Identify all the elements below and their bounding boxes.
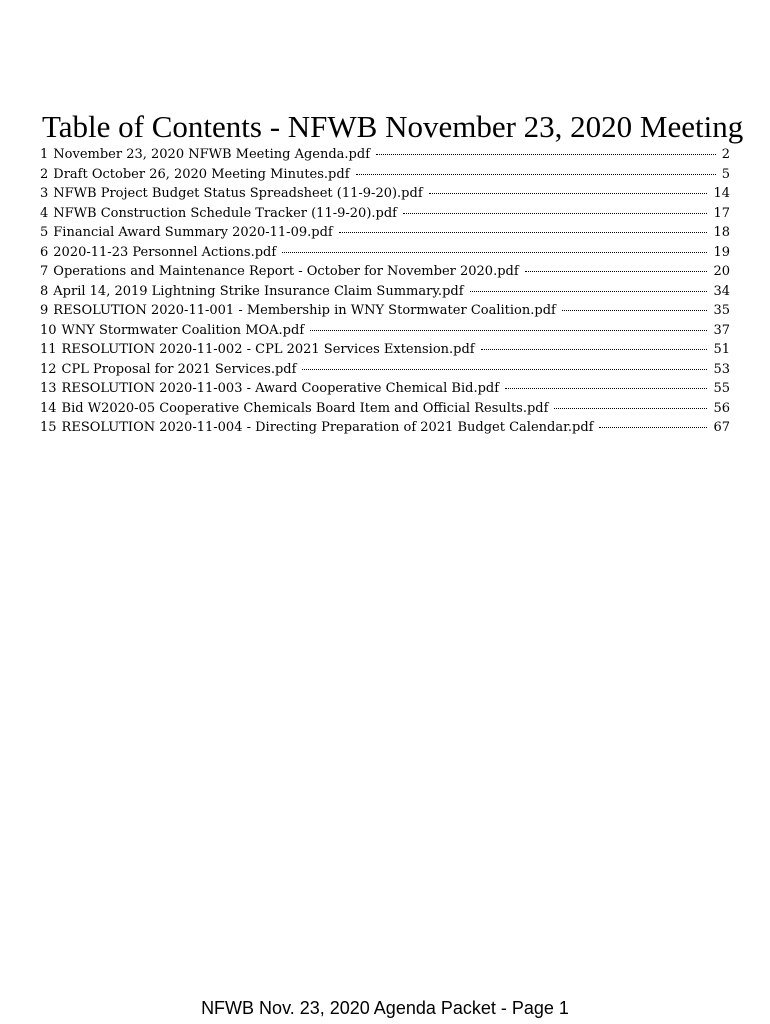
toc-entry-number: 12 [40,361,57,377]
toc-entry-title[interactable]: Bid W2020-05 Cooperative Chemicals Board Item and Official Results.pdf [61,400,549,416]
dot-leader [505,388,707,389]
toc-entry-page[interactable]: 67 [713,420,730,435]
toc-entry-number: 8 [40,283,49,299]
toc-entry-number: 7 [40,264,49,279]
toc-entry-number: 5 [40,225,49,240]
toc-entry-page[interactable]: 17 [713,205,730,221]
toc-entry-number: 11 [40,342,57,357]
dot-leader [599,427,707,428]
dot-leader [302,369,707,370]
toc-entry-title[interactable]: NFWB Project Budget Status Spreadsheet (11-9-20).pdf [53,186,423,201]
toc-entry[interactable] [40,323,730,343]
dot-leader [429,193,708,194]
toc-entry-title[interactable]: 2020-11-23 Personnel Actions.pdf [53,244,277,260]
toc-entry[interactable] [40,420,730,440]
toc-entry-page[interactable]: 53 [713,361,730,377]
toc-entry-page[interactable]: 5 [721,166,730,182]
dot-leader [562,310,708,311]
toc-entry-title[interactable]: NFWB Construction Schedule Tracker (11-9-20).pdf [53,205,397,221]
dot-leader [282,252,707,253]
toc-entry-page[interactable]: 34 [713,283,730,299]
toc-entry[interactable] [40,381,730,401]
toc-entry-title[interactable]: RESOLUTION 2020-11-001 - Membership in WNY Stormwater Coalition.pdf [53,303,556,318]
toc-entry-number: 9 [40,303,49,318]
toc-entry-number: 6 [40,244,49,260]
toc-entry[interactable] [40,186,730,206]
toc-entry[interactable] [40,264,730,284]
table-of-contents [40,147,730,440]
toc-entry-number: 10 [40,322,57,338]
toc-entry-page[interactable]: 56 [713,400,730,416]
toc-entry[interactable] [40,303,730,323]
toc-entry-title[interactable]: Financial Award Summary 2020-11-09.pdf [53,225,333,240]
toc-entry-page[interactable]: 51 [713,342,730,357]
toc-entry-title[interactable]: RESOLUTION 2020-11-003 - Award Cooperative Chemical Bid.pdf [61,381,500,396]
toc-entry[interactable] [40,245,730,265]
dot-leader [310,330,707,331]
toc-entry[interactable] [40,284,730,304]
toc-entry-number: 1 [40,147,49,162]
toc-entry-page[interactable]: 18 [713,225,730,240]
dot-leader [554,408,707,409]
toc-entry-title[interactable]: April 14, 2019 Lightning Strike Insurance Claim Summary.pdf [53,283,464,299]
toc-entry-number: 13 [40,381,57,396]
toc-entry[interactable] [40,401,730,421]
dot-leader [376,154,716,155]
toc-entry-title[interactable]: RESOLUTION 2020-11-004 - Directing Preparation of 2021 Budget Calendar.pdf [61,420,594,435]
toc-entry-page[interactable]: 14 [713,186,730,201]
toc-entry[interactable] [40,342,730,362]
dot-leader [403,213,707,214]
page-title: Table of Contents - NFWB November 23, 2020 Meeting [42,109,744,144]
toc-entry-number: 14 [40,400,57,416]
toc-entry[interactable] [40,206,730,226]
toc-entry-title[interactable]: CPL Proposal for 2021 Services.pdf [61,361,297,377]
toc-entry-number: 4 [40,205,49,221]
toc-entry[interactable] [40,225,730,245]
toc-entry-title[interactable]: Draft October 26, 2020 Meeting Minutes.pdf [53,166,350,182]
toc-entry-page[interactable]: 2 [721,147,730,162]
toc-entry-page[interactable]: 37 [713,322,730,338]
toc-entry-title[interactable]: WNY Stormwater Coalition MOA.pdf [61,322,305,338]
page-footer: NFWB Nov. 23, 2020 Agenda Packet - Page 1 [201,998,569,1018]
dot-leader [356,174,716,175]
toc-entry-title[interactable]: November 23, 2020 NFWB Meeting Agenda.pdf [53,147,371,162]
toc-entry-title[interactable]: Operations and Maintenance Report - October for November 2020.pdf [53,264,519,279]
toc-entry-page[interactable]: 20 [713,264,730,279]
toc-entry-page[interactable]: 55 [713,381,730,396]
dot-leader [481,349,708,350]
dot-leader [525,271,708,272]
toc-entry-title[interactable]: RESOLUTION 2020-11-002 - CPL 2021 Services Extension.pdf [61,342,475,357]
toc-entry[interactable] [40,167,730,187]
toc-entry[interactable] [40,147,730,167]
dot-leader [339,232,708,233]
dot-leader [470,291,708,292]
toc-entry-number: 2 [40,166,49,182]
toc-entry-number: 15 [40,420,57,435]
toc-entry-page[interactable]: 19 [713,244,730,260]
toc-entry-number: 3 [40,186,49,201]
toc-entry-page[interactable]: 35 [713,303,730,318]
toc-entry[interactable] [40,362,730,382]
